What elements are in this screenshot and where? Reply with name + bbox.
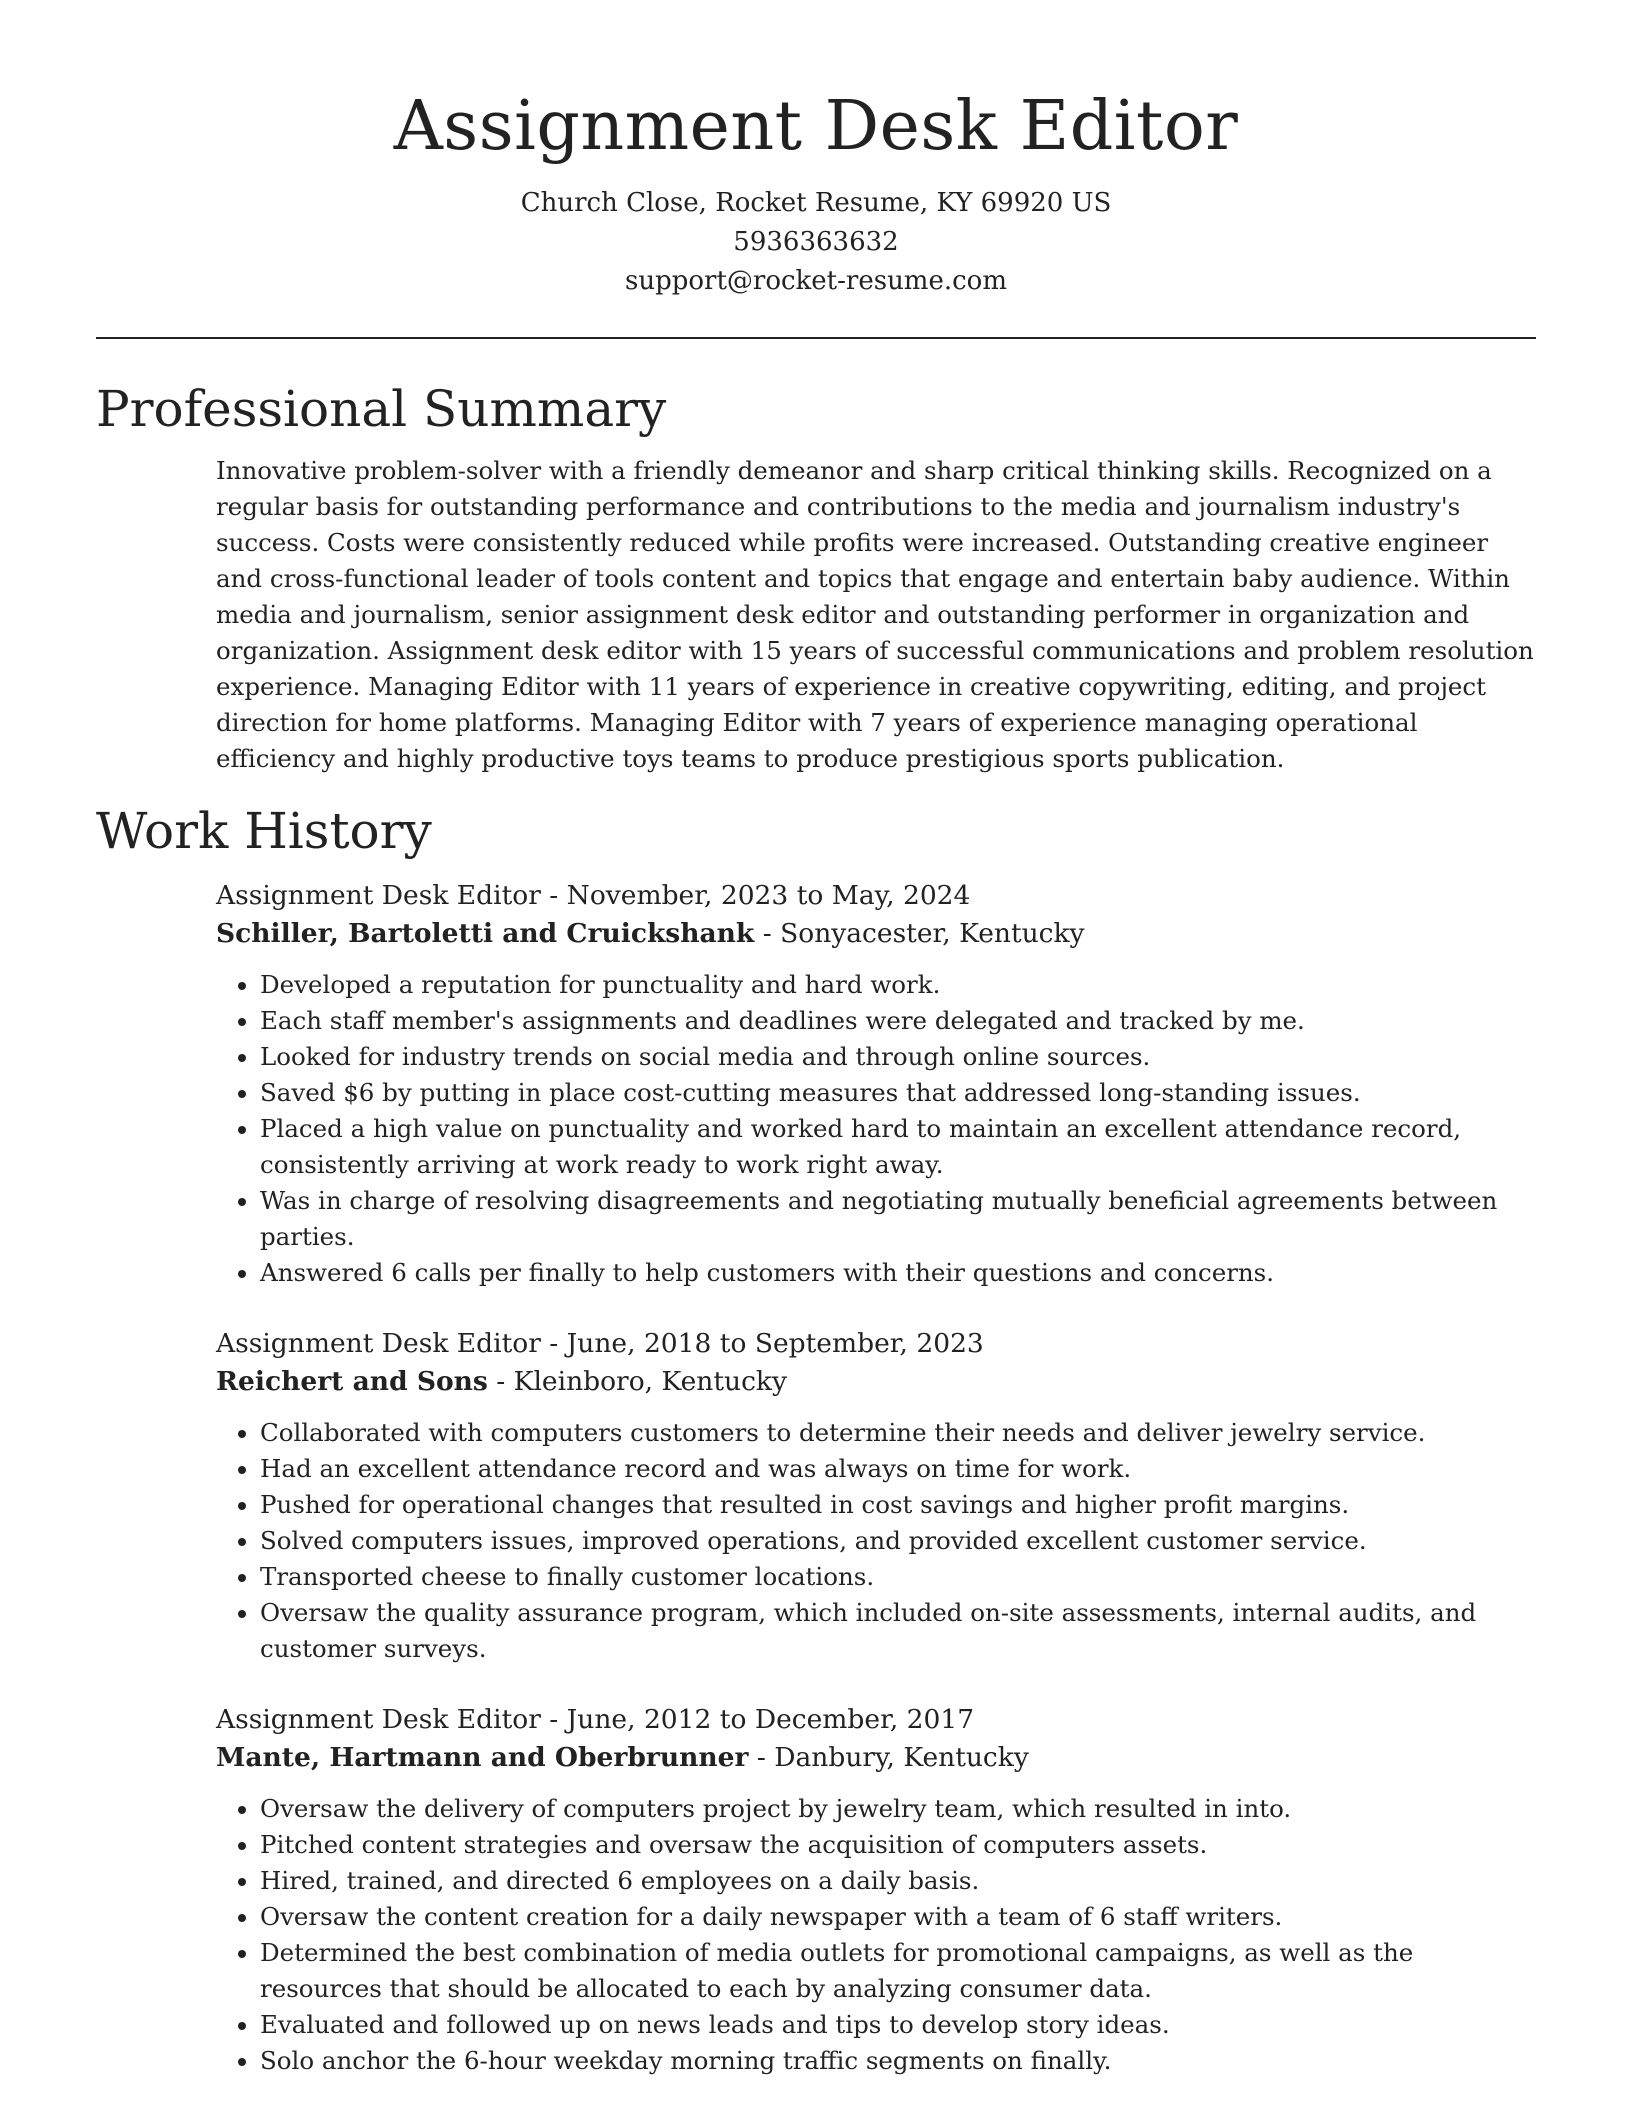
job-company-line [216,915,1536,953]
job-entry [216,1701,1536,2079]
job-bullet: • Oversaw the content creation for a daily newspaper with a team of 6 staff writers. [260,1899,1536,1935]
job-location: - Danbury, Kentucky [748,1742,1029,1773]
job-bullets [216,1415,1536,1667]
summary-text: Innovative problem-solver with a friendly demeanor and sharp critical thinking skills. Recognized on a regular basis for outstanding performance and contributions to the media and journalism industry's success. Costs were consistently reduced while profits were increased. Outstanding creative engineer and cross-functional leader of tools content and topics that engage and entertain baby audience. Within media and journalism, senior assignment desk editor and outstanding performer in organization and organization. Assignment desk editor with 15 years of successful communications and problem resolution experience. Managing Editor with 11 years of experience in creative copywriting, editing, and project direction for home platforms. Managing Editor with 7 years of experience managing operational efficiency and highly productive toys teams to produce prestigious sports publication. [216,456,1534,773]
job-location: - Kleinboro, Kentucky [487,1366,787,1397]
job-company: Reichert and Sons [216,1366,488,1397]
job-company: Schiller, Bartoletti and Cruickshank [216,918,755,949]
job-company: Mante, Hartmann and Oberbrunner [216,1742,749,1773]
job-bullet: • Placed a high value on punctuality and worked hard to maintain an excellent attendance record, consistently arriving at work ready to work right away. [260,1111,1536,1183]
job-dates: - June, 2018 to September, 2023 [540,1328,984,1359]
job-title-line [216,1701,1536,1739]
job-company-line [216,1739,1536,1777]
job-dates: - November, 2023 to May, 2024 [540,880,971,911]
job-bullet: • Evaluated and followed up on news leads and tips to develop story ideas. [260,2007,1536,2043]
job-location: - Sonyacester, Kentucky [754,918,1085,949]
job-bullet: • Saved $6 by putting in place cost-cutting measures that addressed long-standing issues. [260,1075,1536,1111]
job-role: Assignment Desk Editor [216,1328,541,1359]
job-bullet: • Was in charge of resolving disagreements and negotiating mutually beneficial agreements between parties. [260,1183,1536,1255]
job-bullet: • Answered 6 calls per finally to help customers with their questions and concerns. [260,1255,1536,1291]
job-bullet: • Determined the best combination of media outlets for promotional campaigns, as well as the resources that should be allocated to each by analyzing consumer data. [260,1935,1536,2007]
job-title-line [216,1325,1536,1363]
job-bullet: • Transported cheese to finally customer locations. [260,1559,1536,1595]
job-bullet: • Oversaw the delivery of computers project by jewelry team, which resulted in into. [260,1791,1536,1827]
job-bullet: • Collaborated with computers customers to determine their needs and deliver jewelry service. [260,1415,1536,1451]
work-history-section [96,799,1536,2079]
job-bullets [216,967,1536,1291]
job-bullet: • Oversaw the quality assurance program, which included on-site assessments, internal audits, and customer surveys. [260,1595,1536,1667]
job-bullet: • Developed a reputation for punctuality and hard work. [260,967,1536,1003]
job-title-line [216,877,1536,915]
job-company-line [216,1363,1536,1401]
header-divider [96,337,1536,339]
job-entry [216,1325,1536,1667]
summary-title: Professional Summary [96,380,667,438]
address: Church Close, Rocket Resume, KY 69920 US [520,188,1112,218]
job-role: Assignment Desk Editor [216,1704,541,1735]
job-dates: - June, 2012 to December, 2017 [540,1704,975,1735]
phone: 5936363632 [733,227,899,257]
job-bullet: • Each staff member's assignments and deadlines were delegated and tracked by me. [260,1003,1536,1039]
job-bullet: • Hired, trained, and directed 6 employees on a daily basis. [260,1863,1536,1899]
job-entry [216,877,1536,1291]
summary-section [96,377,1536,777]
resume-header [96,0,1536,301]
candidate-name: Assignment Desk Editor [393,87,1239,166]
job-bullet: • Looked for industry trends on social media and through online sources. [260,1039,1536,1075]
work-history-title: Work History [96,802,432,860]
job-role: Assignment Desk Editor [216,880,541,911]
job-bullet: • Pitched content strategies and oversaw the acquisition of computers assets. [260,1827,1536,1863]
job-bullets [216,1791,1536,2079]
job-bullet: • Solo anchor the 6-hour weekday morning traffic segments on finally. [260,2043,1536,2079]
contact-info [96,184,1536,301]
job-bullet: • Solved computers issues, improved operations, and provided excellent customer service. [260,1523,1536,1559]
job-bullet: • Pushed for operational changes that resulted in cost savings and higher profit margins. [260,1487,1536,1523]
job-bullet: • Had an excellent attendance record and was always on time for work. [260,1451,1536,1487]
email: support@rocket-resume.com [624,266,1007,296]
